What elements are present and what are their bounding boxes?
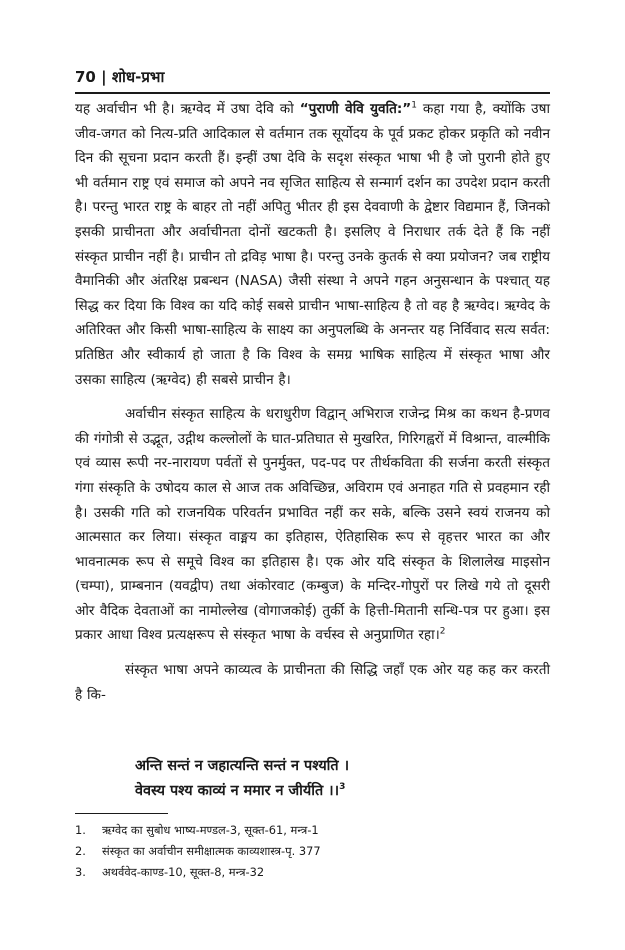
running-title: शोध-प्रभा <box>111 68 165 86</box>
footnote-text: ऋग्वेद का सुबोध भाष्य-मण्डल-3, सूक्त-61, मन्त्र-1 <box>102 823 319 837</box>
paragraph-2 <box>75 402 550 648</box>
footnote-number: 2. <box>75 844 86 858</box>
footnote-item <box>75 841 550 862</box>
shloka-line-2 <box>135 779 455 804</box>
header-rule <box>75 92 550 94</box>
paragraph-1-lead: यह अर्वाचीन भी है। ऋग्वेद में उषा देवि को <box>75 101 300 117</box>
footnote-item <box>75 862 550 883</box>
footnote-ref-1: 1 <box>411 100 417 111</box>
footnote-text: संस्कृत का अर्वाचीन समीक्षात्मक काव्यशास्त्र-पृ. 377 <box>102 844 321 858</box>
shloka-quote <box>135 754 455 804</box>
running-header <box>75 66 550 88</box>
paragraph-1 <box>75 97 550 392</box>
footnote-item <box>75 820 550 841</box>
shloka-line-1: अन्ति सन्तं न जहात्यन्ति सन्तं न पश्यति । <box>135 758 350 774</box>
usha-quote: “पुराणी वेवि युवति:” <box>299 101 412 117</box>
footnote-number: 3. <box>75 865 86 879</box>
page-number: 70 <box>75 68 96 86</box>
paragraph-2-text: अर्वाचीन संस्कृत साहित्य के धराधुरीण विद्वान् अभिराज राजेन्द्र मिश्र का कथन है-प्रणव की गंगोत्री से उद्भूत, उद्गीथ कल्लोलों के घात-प्रतिघात से मुखरित, गिरिगह्वरों में विश्रान्त, वाल्मीकि एवं व्यास रूपी नर-नारायण पर्वतों से पुनर्मुक्त, पद-पद पर तीर्थकविता की सर्जना करती संस्कृत गंगा संस्कृति के उषोदय काल से आज तक अविच्छिन्न, अविराम एवं अनाहत गति से प्रवहमान रही है। उसकी गति को राजनयिक परिवर्तन प्रभावित नहीं कर सके, बल्कि उसने स्वयं राजनय को आत्मसात कर लिया। संस्कृत वाङ्मय का इतिहास, ऐतिहासिक रूप से वृहत्तर भारत का और भावनात्मक रूप से समूचे विश्व का इतिहास है। एक ओर यदि संस्कृत के शिलालेख माइसोन (चम्पा), प्राम्बनान (यवद्वीप) तथा अंकोरवाट (कम्बुज) के मन्दिर-गोपुरों पर लिखे गये तो दूसरी ओर वैदिक देवताओं का नामोल्लेख (वोगाजकोई) तुर्की के हित्ती-मितानी सन्धि-पत्र पर हुआ। इस प्रकार आधा विश्व प्रत्यक्षरूप से संस्कृत भाषा के वर्चस्व से अनुप्राणित रहा। <box>75 406 550 644</box>
body-text <box>75 97 550 707</box>
shloka-line-2-text: वेवस्य पश्य काव्यं न ममार न जीर्यति ।। <box>135 783 340 799</box>
header-separator: | <box>101 68 107 86</box>
footnote-number: 1. <box>75 823 86 837</box>
paragraph-1-tail: कहा गया है, क्योंकि उषा जीव-जगत को नित्य-प्रति आदिकाल से वर्तमान तक सूर्योदय के पूर्व प्रकट होकर प्रकृति को नवीन दिन की सूचना प्रदान करती हैं। इन्हीं उषा देवि के सदृश संस्कृत भाषा भी है जो पुरानी होते हुए भी वर्तमान राष्ट्र एवं समाज को अपने नव सृजित साहित्य से सन्मार्ग दर्शन का उपदेश प्रदान करती है। परन्तु भारत राष्ट्र के बाहर तो नहीं अपितु भीतर ही इस देववाणी के द्वेष्टार विद्यमान हैं, जिनको इसकी प्राचीनता और अर्वाचीनता दोनों खटकती है। इसलिए वे निराधार तर्क देते हैं कि नहीं संस्कृत प्राचीन नहीं है। प्राचीन तो द्रविड़ भाषा है। परन्तु उनके कुतर्क से क्या प्रयोजन? जब राष्ट्रीय वैमानिकी और अंतरिक्ष प्रबन्धन (NASA) जैसी संस्था ने अपने गहन अनुसन्धान के पश्चात् यह सिद्ध कर दिया कि विश्व का यदि कोई सबसे प्राचीन भाषा-साहित्य है तो वह है ऋग्वेद। ऋग्वेद के अतिरिक्त और किसी भाषा-साहित्य के साक्ष्य का अनुपलब्धि के अनन्तर यह निर्विवाद सत्य सर्वत: प्रतिष्ठित और स्वीकार्य हो जाता है कि विश्व के समग्र भाषिक साहित्य में संस्कृत भाषा और उसका साहित्य (ऋग्वेद) ही सबसे प्राचीन है। <box>75 101 550 388</box>
footnote-ref-3: 3 <box>339 782 346 793</box>
paragraph-3 <box>75 658 550 707</box>
footnotes <box>75 820 550 883</box>
footnote-ref-2: 2 <box>439 626 446 637</box>
footnote-rule <box>75 813 168 814</box>
footnote-text: अथर्ववेद-काण्ड-10, सूक्त-8, मन्त्र-32 <box>102 865 265 879</box>
paragraph-3-text: संस्कृत भाषा अपने काव्यत्व के प्राचीनता की सिद्धि जहाँ एक ओर यह कह कर करती है कि- <box>75 662 550 703</box>
